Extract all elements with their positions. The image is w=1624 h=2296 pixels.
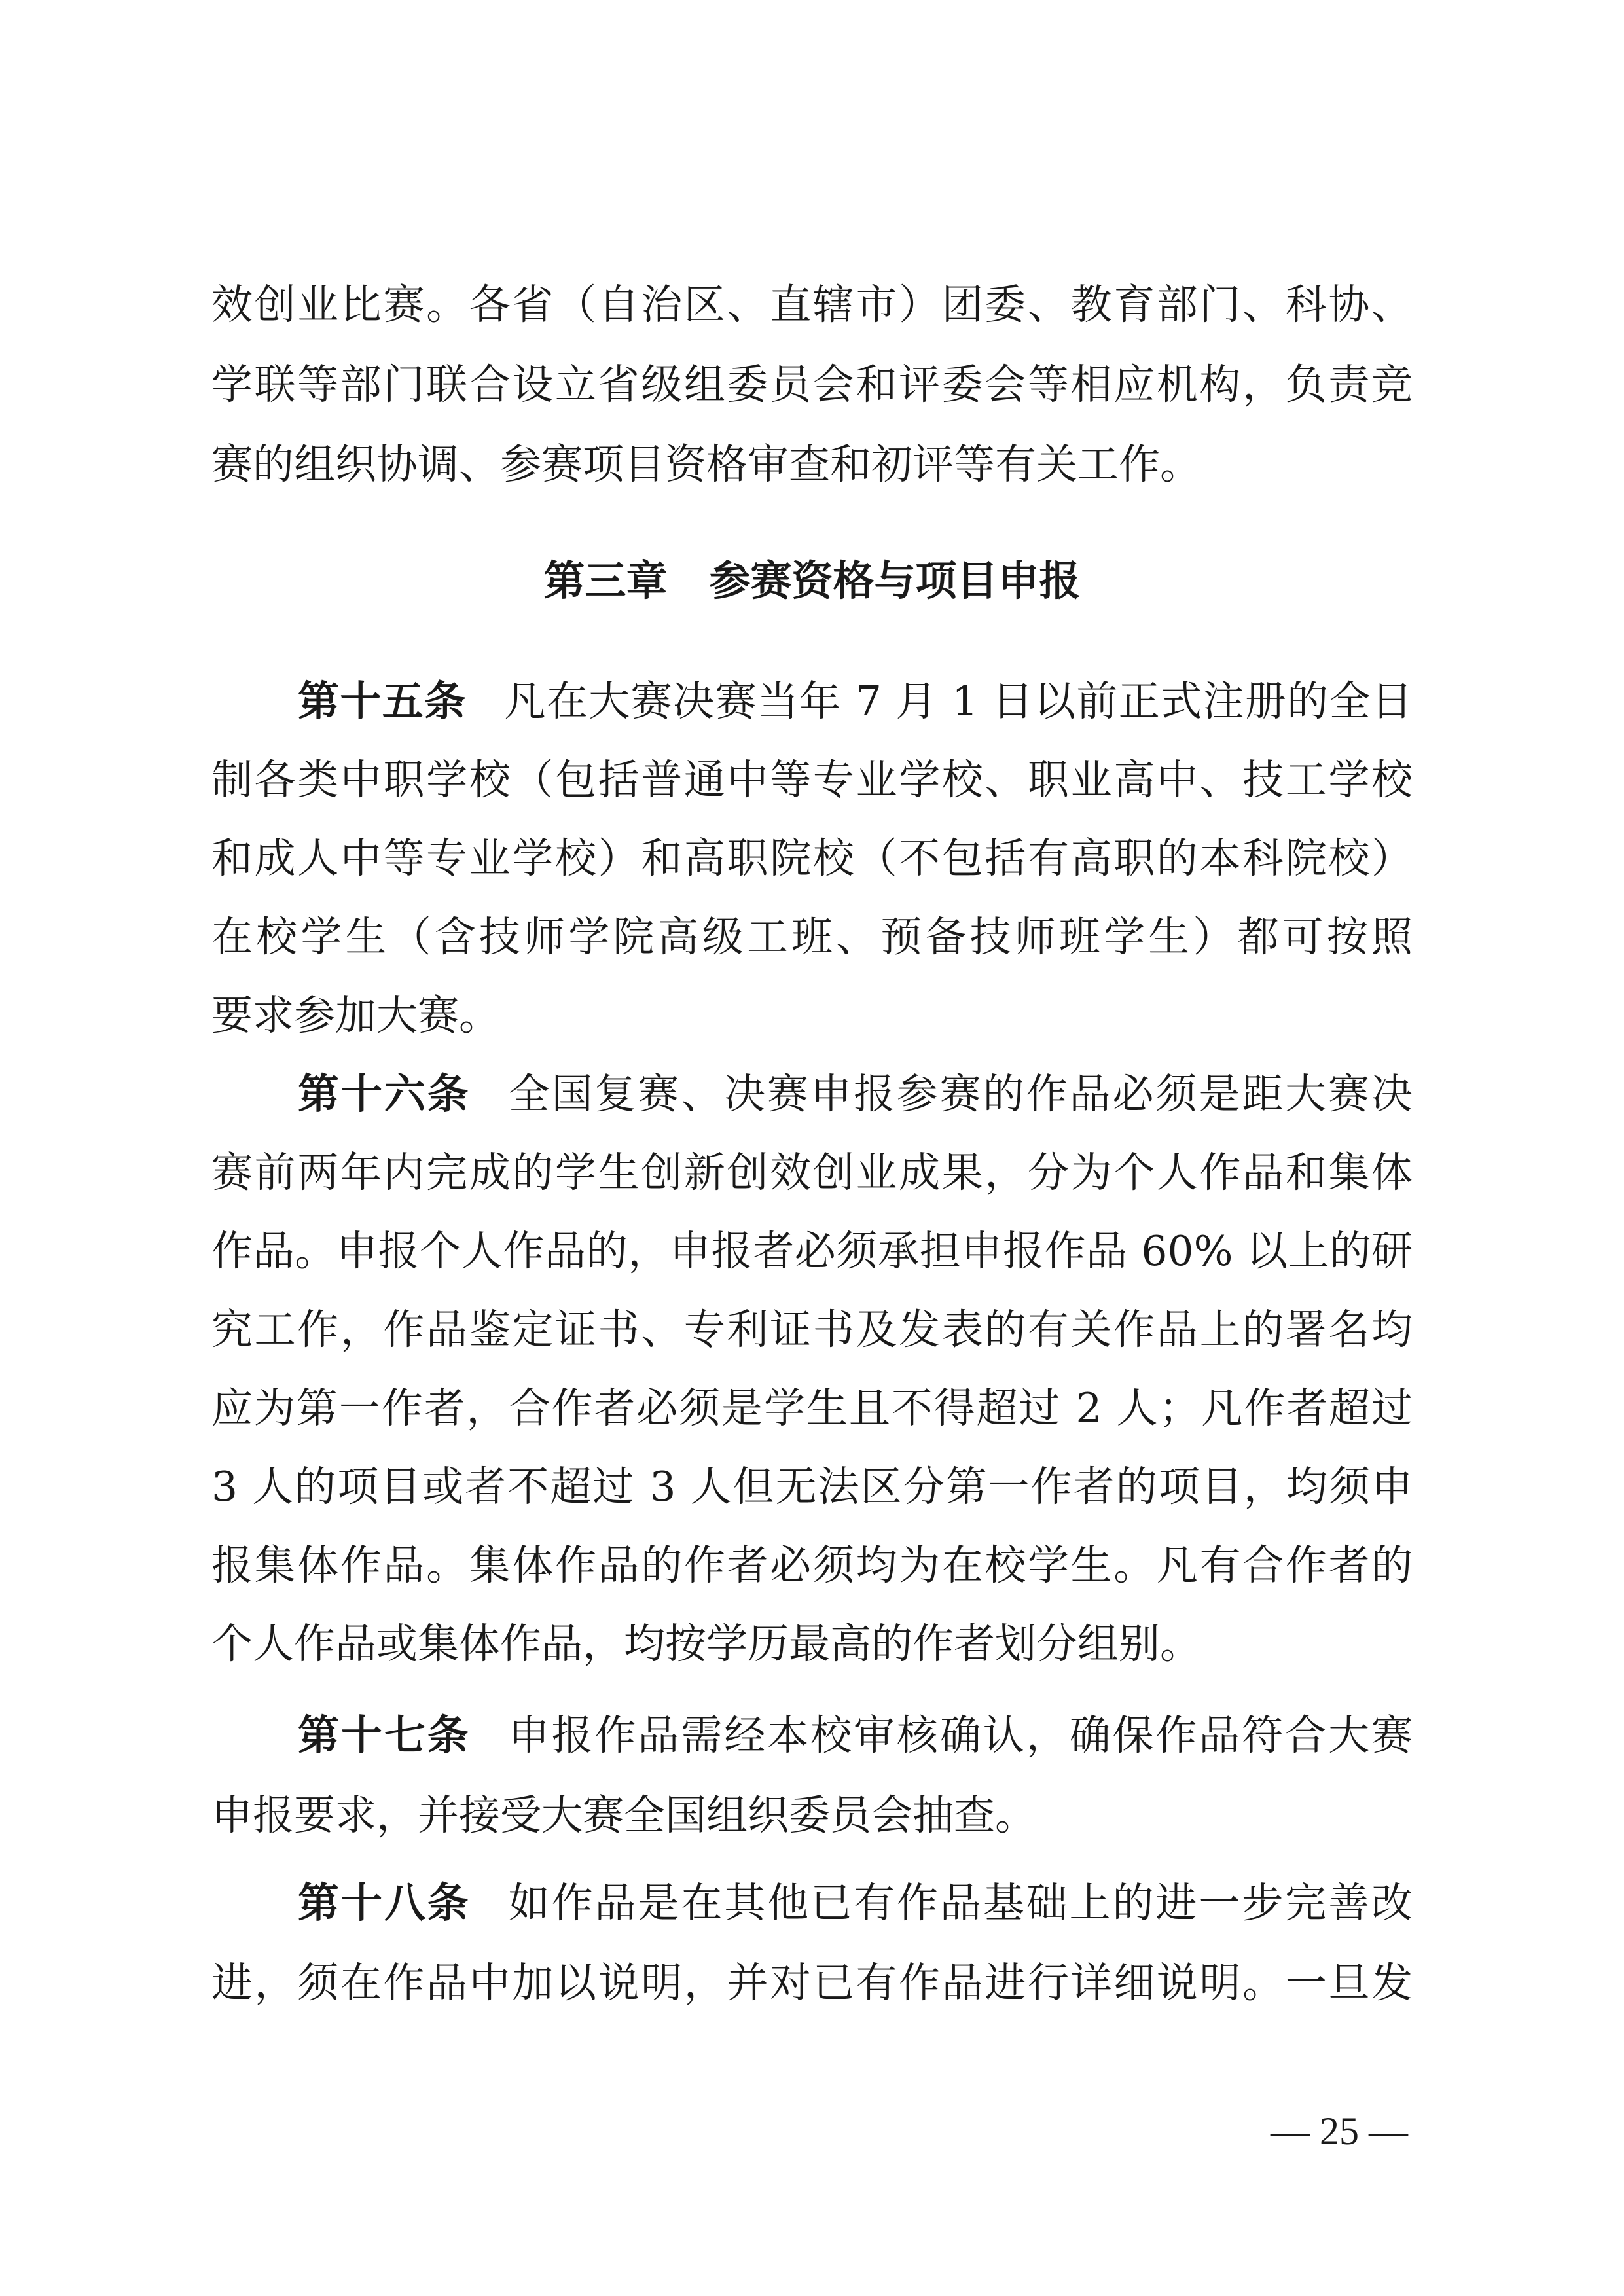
article-16-line: 究工作，作品鉴定证书、专利证书及发表的有关作品上的署名均	[211, 1306, 1413, 1354]
article-18-line: 进，须在作品中加以说明，并对已有作品进行详细说明。一旦发	[211, 1959, 1413, 2007]
article-17-heading: 第十七条	[298, 1712, 471, 1759]
article-15-text: 凡在大赛决赛当年 7 月 1 日以前正式注册的全日	[504, 677, 1413, 725]
article-15-heading: 第十五条	[298, 677, 467, 725]
article-16-heading: 第十六条	[298, 1070, 471, 1118]
article-16-line: 3 人的项目或者不超过 3 人但无法区分第一作者的项目，均须申	[211, 1463, 1413, 1511]
article-18-first-line	[298, 1877, 1413, 1929]
article-16-line: 报集体作品。集体作品的作者必须均为在校学生。凡有合作者的	[211, 1541, 1413, 1589]
article-16-first-line	[298, 1068, 1413, 1121]
intro-line-1: 效创业比赛。各省（自治区、直辖市）团委、教育部门、科协、	[211, 281, 1413, 329]
article-17-line: 申报要求，并接受大赛全国组织委员会抽查。	[211, 1791, 1036, 1839]
article-15-line: 制各类中职学校（包括普通中等专业学校、职业高中、技工学校	[211, 756, 1413, 804]
intro-line-3: 赛的组织协调、参赛项目资格审查和初评等有关工作。	[211, 440, 1201, 488]
article-16-text: 全国复赛、决赛申报参赛的作品必须是距大赛决	[508, 1070, 1413, 1118]
article-16-line: 应为第一作者，合作者必须是学生且不得超过 2 人；凡作者超过	[211, 1384, 1413, 1432]
page-number: — 25 —	[1271, 2109, 1408, 2153]
article-16-line: 个人作品或集体作品，均按学历最高的作者划分组别。	[211, 1620, 1201, 1668]
article-16-line: 赛前两年内完成的学生创新创效创业成果，分为个人作品和集体	[211, 1149, 1413, 1196]
article-18-text: 如作品是在其他已有作品基础上的进一步完善改	[508, 1879, 1413, 1927]
chapter-number: 第三章	[543, 557, 668, 605]
article-15-line: 要求参加大赛。	[211, 992, 500, 1039]
article-15-line: 在校学生（含技师学院高级工班、预备技师班学生）都可按照	[211, 913, 1413, 961]
article-15-line: 和成人中等专业学校）和高职院校（不包括有高职的本科院校）	[211, 834, 1413, 882]
article-18-heading: 第十八条	[298, 1879, 471, 1927]
article-16-line: 作品。申报个人作品的，申报者必须承担申报作品 60% 以上的研	[211, 1227, 1413, 1275]
article-17-text: 申报作品需经本校审核确认，确保作品符合大赛	[508, 1712, 1413, 1759]
chapter-title: 参赛资格与项目申报	[709, 557, 1081, 605]
chapter-heading	[0, 555, 1624, 607]
intro-line-2: 学联等部门联合设立省级组委员会和评委会等相应机构，负责竞	[211, 361, 1413, 408]
article-15-first-line	[298, 675, 1413, 728]
article-17-first-line	[298, 1710, 1413, 1762]
